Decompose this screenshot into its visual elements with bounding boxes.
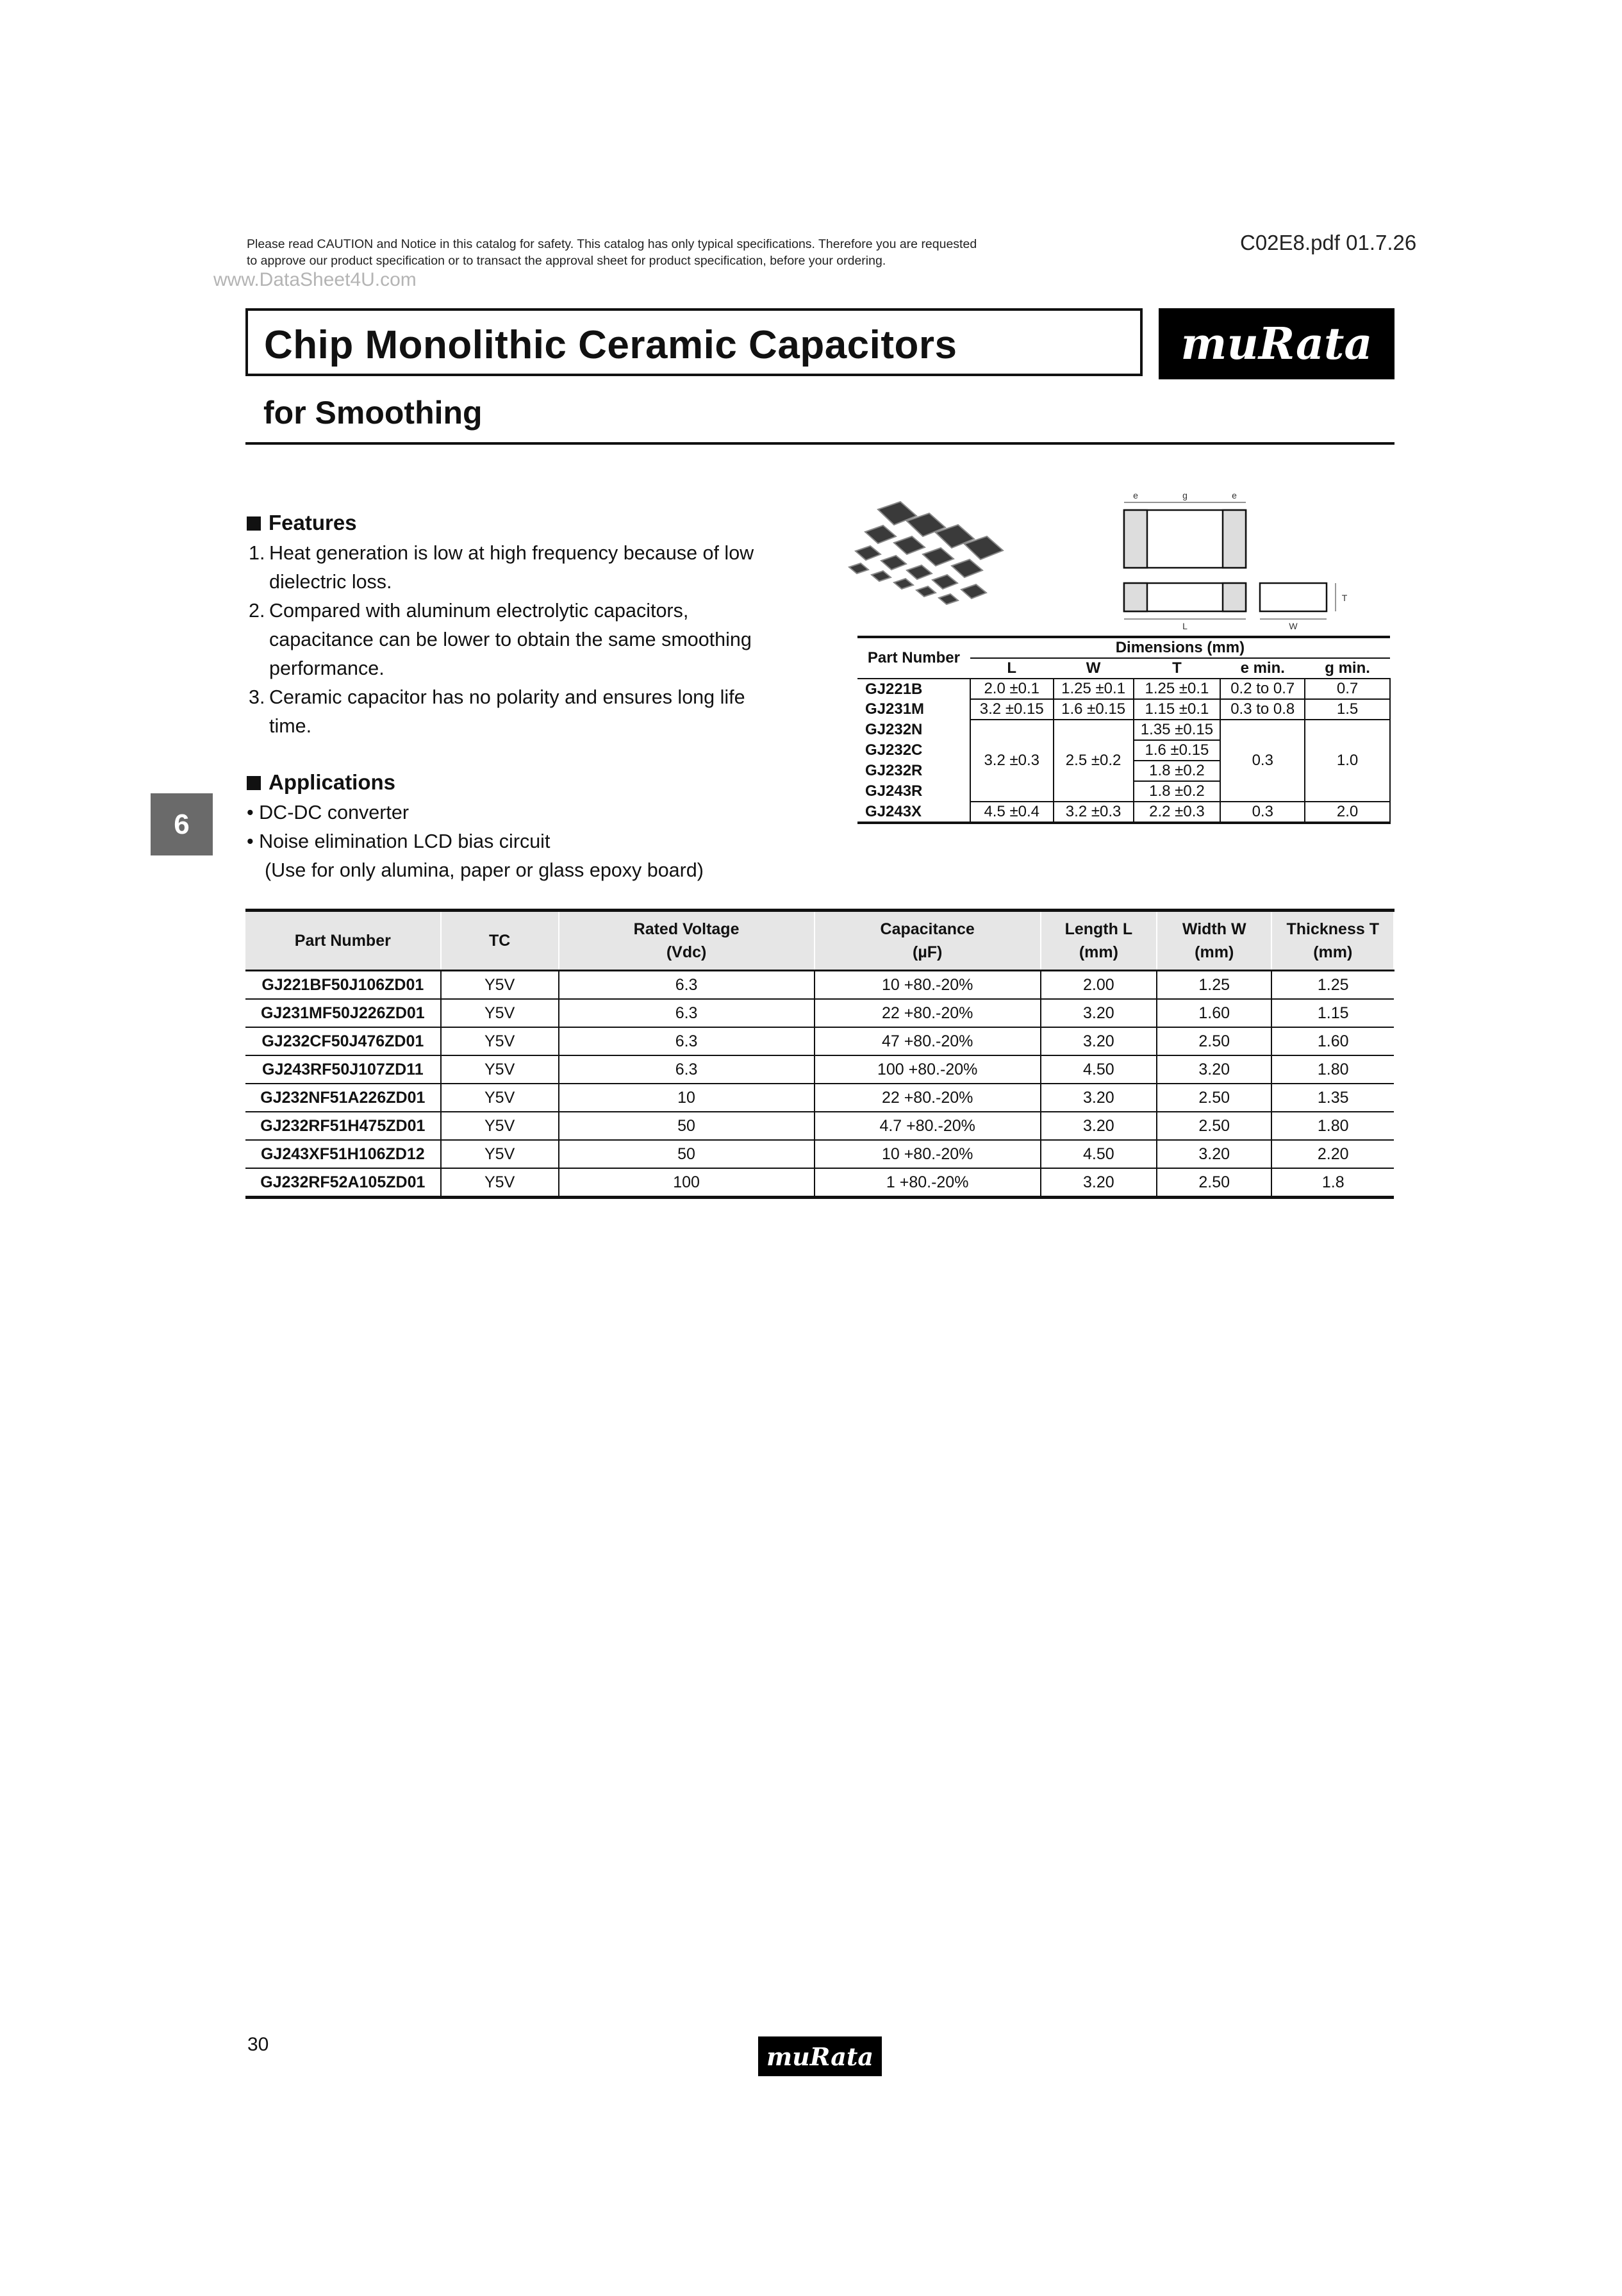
catalog-notice [247, 236, 1144, 269]
application-note: (Use for only alumina, paper or glass epoxy board) [265, 859, 704, 881]
notice-line: to approve our product specification or to transact the approval sheet for product specification, before your ordering. [247, 254, 886, 268]
cell-capacitance: 1 +80.-20% [815, 1168, 1041, 1198]
cell-length: 3.20 [1041, 999, 1157, 1027]
cell-part-number: GJ243XF51H106ZD12 [245, 1140, 441, 1168]
cell-capacitance: 10 +80.-20% [815, 971, 1041, 1000]
cell-rated-voltage: 50 [559, 1112, 815, 1140]
dims-g: 2.0 [1305, 802, 1390, 823]
dim-label-L: L [1182, 621, 1188, 631]
table-row [857, 679, 1390, 699]
cell-width: 2.50 [1157, 1084, 1272, 1112]
table-row [245, 1027, 1394, 1055]
header-thickness: Thickness T (mm) [1271, 911, 1394, 971]
page-title: Chip Monolithic Ceramic Capacitors [264, 323, 957, 367]
cell-capacitance: 4.7 +80.-20% [815, 1112, 1041, 1140]
cell-capacitance: 100 +80.-20% [815, 1055, 1041, 1084]
dims-part-number: GJ243R [865, 782, 923, 800]
dim-label-T: T [1341, 593, 1348, 603]
cell-length: 3.20 [1041, 1112, 1157, 1140]
chapter-tab: 6 [151, 793, 213, 855]
header-width: Width W (mm) [1157, 911, 1272, 971]
cell-rated-voltage: 50 [559, 1140, 815, 1168]
cell-tc: Y5V [441, 971, 559, 1000]
cell-part-number: GJ232CF50J476ZD01 [245, 1027, 441, 1055]
cell-thickness: 1.60 [1271, 1027, 1394, 1055]
feature-number: 2. [249, 600, 265, 622]
cell-width: 3.20 [1157, 1055, 1272, 1084]
table-row [245, 1055, 1394, 1084]
feature-item [249, 597, 755, 683]
dims-T: 1.35 ±0.15 [1134, 720, 1221, 740]
square-bullet-icon [247, 516, 261, 531]
dims-header-part-number: Part Number [857, 637, 970, 679]
notice-line: Please read CAUTION and Notice in this catalog for safety. This catalog has only typical specifications. Therefore you are requested [247, 237, 977, 251]
cell-thickness: 1.80 [1271, 1055, 1394, 1084]
cell-part-number: GJ231MF50J226ZD01 [245, 999, 441, 1027]
product-table-body [245, 971, 1394, 1198]
dims-L: 4.5 ±0.4 [970, 802, 1054, 823]
cell-part-number: GJ243RF50J107ZD11 [245, 1055, 441, 1084]
dims-W: 1.6 ±0.15 [1054, 699, 1134, 720]
dims-T: 1.8 ±0.2 [1134, 761, 1221, 781]
cell-part-number: GJ221BF50J106ZD01 [245, 971, 441, 1000]
dim-label-e: e [1232, 490, 1237, 500]
applications-heading-text: Applications [269, 770, 396, 794]
feature-number: 1. [249, 542, 265, 564]
cell-thickness: 1.35 [1271, 1084, 1394, 1112]
table-row [245, 999, 1394, 1027]
cell-tc: Y5V [441, 1055, 559, 1084]
feature-text: Compared with aluminum electrolytic capacitors, capacitance can be lower to obtain the same smoothing performance. [269, 600, 752, 679]
header-tc: TC [441, 911, 559, 971]
murata-logo: muRata [758, 2036, 882, 2076]
dims-part-number: GJ232N [865, 721, 923, 738]
cell-length: 3.20 [1041, 1027, 1157, 1055]
chip-dimension-drawing [1115, 487, 1391, 636]
feature-item [249, 539, 755, 597]
cell-thickness: 1.80 [1271, 1112, 1394, 1140]
cell-rated-voltage: 6.3 [559, 999, 815, 1027]
cell-width: 1.60 [1157, 999, 1272, 1027]
dims-e: 0.3 to 0.8 [1220, 699, 1305, 720]
dim-label-W: W [1289, 621, 1298, 631]
applications-heading [247, 770, 395, 795]
cell-tc: Y5V [441, 1112, 559, 1140]
cell-rated-voltage: 6.3 [559, 971, 815, 1000]
table-row [857, 802, 1390, 823]
table-row [245, 1168, 1394, 1198]
dims-e: 0.3 [1220, 802, 1305, 823]
cell-width: 2.50 [1157, 1027, 1272, 1055]
dims-T: 1.6 ±0.15 [1134, 740, 1221, 761]
product-table [245, 909, 1394, 1199]
cell-width: 1.25 [1157, 971, 1272, 1000]
dims-e: 0.3 [1220, 720, 1305, 802]
dims-W: 2.5 ±0.2 [1054, 720, 1134, 802]
dims-g: 1.0 [1305, 720, 1390, 802]
dimensions-table [857, 636, 1391, 824]
dims-part-number: GJ232C [865, 741, 923, 759]
cell-rated-voltage: 6.3 [559, 1055, 815, 1084]
cell-width: 3.20 [1157, 1140, 1272, 1168]
dims-header-g: g min. [1305, 658, 1390, 679]
header-part-number: Part Number [245, 911, 441, 971]
features-heading [247, 511, 357, 535]
header-length: Length L (mm) [1041, 911, 1157, 971]
features-heading-text: Features [269, 511, 357, 534]
cell-tc: Y5V [441, 1084, 559, 1112]
cell-length: 4.50 [1041, 1055, 1157, 1084]
table-row [245, 971, 1394, 1000]
title-box [245, 308, 1143, 376]
table-row [245, 1140, 1394, 1168]
dims-W: 3.2 ±0.3 [1054, 802, 1134, 823]
cell-length: 3.20 [1041, 1084, 1157, 1112]
dims-header-group: Dimensions (mm) [970, 637, 1390, 658]
feature-text: Ceramic capacitor has no polarity and ensures long life time. [269, 686, 745, 737]
dims-part-number: GJ221B [865, 680, 923, 698]
cell-rated-voltage: 10 [559, 1084, 815, 1112]
square-bullet-icon [247, 776, 261, 790]
title-divider [245, 442, 1394, 445]
cell-capacitance: 47 +80.-20% [815, 1027, 1041, 1055]
dims-L: 3.2 ±0.15 [970, 699, 1054, 720]
dims-header-T: T [1134, 658, 1221, 679]
document-reference: C02E8.pdf 01.7.26 [1240, 231, 1417, 254]
dims-e: 0.2 to 0.7 [1220, 679, 1305, 699]
dims-header-L: L [970, 658, 1054, 679]
page-number: 30 [247, 2034, 269, 2055]
table-row [857, 720, 1390, 740]
cell-thickness: 1.15 [1271, 999, 1394, 1027]
header-capacitance: Capacitance (µF) [815, 911, 1041, 971]
cell-capacitance: 10 +80.-20% [815, 1140, 1041, 1168]
cell-tc: Y5V [441, 1140, 559, 1168]
header-rated-voltage: Rated Voltage (Vdc) [559, 911, 815, 971]
dims-part-number: GJ231M [865, 700, 925, 718]
dims-header-W: W [1054, 658, 1134, 679]
table-row [245, 1112, 1394, 1140]
cell-tc: Y5V [441, 1168, 559, 1198]
cell-length: 4.50 [1041, 1140, 1157, 1168]
cell-width: 2.50 [1157, 1168, 1272, 1198]
dims-T: 1.25 ±0.1 [1134, 679, 1221, 699]
dims-part-number: GJ243X [857, 802, 970, 823]
cell-thickness: 1.8 [1271, 1168, 1394, 1198]
applications-list [247, 798, 704, 885]
dims-g: 0.7 [1305, 679, 1390, 699]
application-item: • Noise elimination LCD bias circuit [247, 830, 550, 852]
feature-item [249, 683, 755, 741]
murata-logo: muRata [1159, 308, 1394, 379]
feature-number: 3. [249, 686, 265, 708]
dims-T: 1.8 ±0.2 [1134, 781, 1221, 802]
cell-part-number: GJ232RF51H475ZD01 [245, 1112, 441, 1140]
watermark: www.DataSheet4U.com [213, 269, 417, 290]
feature-text: Heat generation is low at high frequency because of low dielectric loss. [269, 542, 754, 593]
cell-rated-voltage: 6.3 [559, 1027, 815, 1055]
cell-part-number: GJ232NF51A226ZD01 [245, 1084, 441, 1112]
dims-W: 1.25 ±0.1 [1054, 679, 1134, 699]
cell-thickness: 1.25 [1271, 971, 1394, 1000]
dims-T: 1.15 ±0.1 [1134, 699, 1221, 720]
table-row [245, 1084, 1394, 1112]
cell-part-number: GJ232RF52A105ZD01 [245, 1168, 441, 1198]
cell-tc: Y5V [441, 1027, 559, 1055]
dims-L: 3.2 ±0.3 [970, 720, 1054, 802]
cell-length: 3.20 [1041, 1168, 1157, 1198]
cell-capacitance: 22 +80.-20% [815, 999, 1041, 1027]
cell-tc: Y5V [441, 999, 559, 1027]
dim-label-g: g [1182, 490, 1188, 500]
dims-g: 1.5 [1305, 699, 1390, 720]
table-header-row [245, 911, 1394, 971]
dim-label-e: e [1133, 490, 1138, 500]
dims-part-number: GJ232R [865, 762, 923, 779]
table-row [857, 699, 1390, 720]
cell-length: 2.00 [1041, 971, 1157, 1000]
application-item: • DC-DC converter [247, 802, 410, 823]
dims-header-e: e min. [1220, 658, 1305, 679]
dims-L: 2.0 ±0.1 [970, 679, 1054, 699]
cell-thickness: 2.20 [1271, 1140, 1394, 1168]
page-subtitle: for Smoothing [263, 395, 483, 431]
cell-rated-voltage: 100 [559, 1168, 815, 1198]
features-list [249, 539, 755, 741]
cell-width: 2.50 [1157, 1112, 1272, 1140]
cell-capacitance: 22 +80.-20% [815, 1084, 1041, 1112]
capacitor-chips-photo [840, 497, 1070, 625]
dims-T: 2.2 ±0.3 [1134, 802, 1221, 823]
